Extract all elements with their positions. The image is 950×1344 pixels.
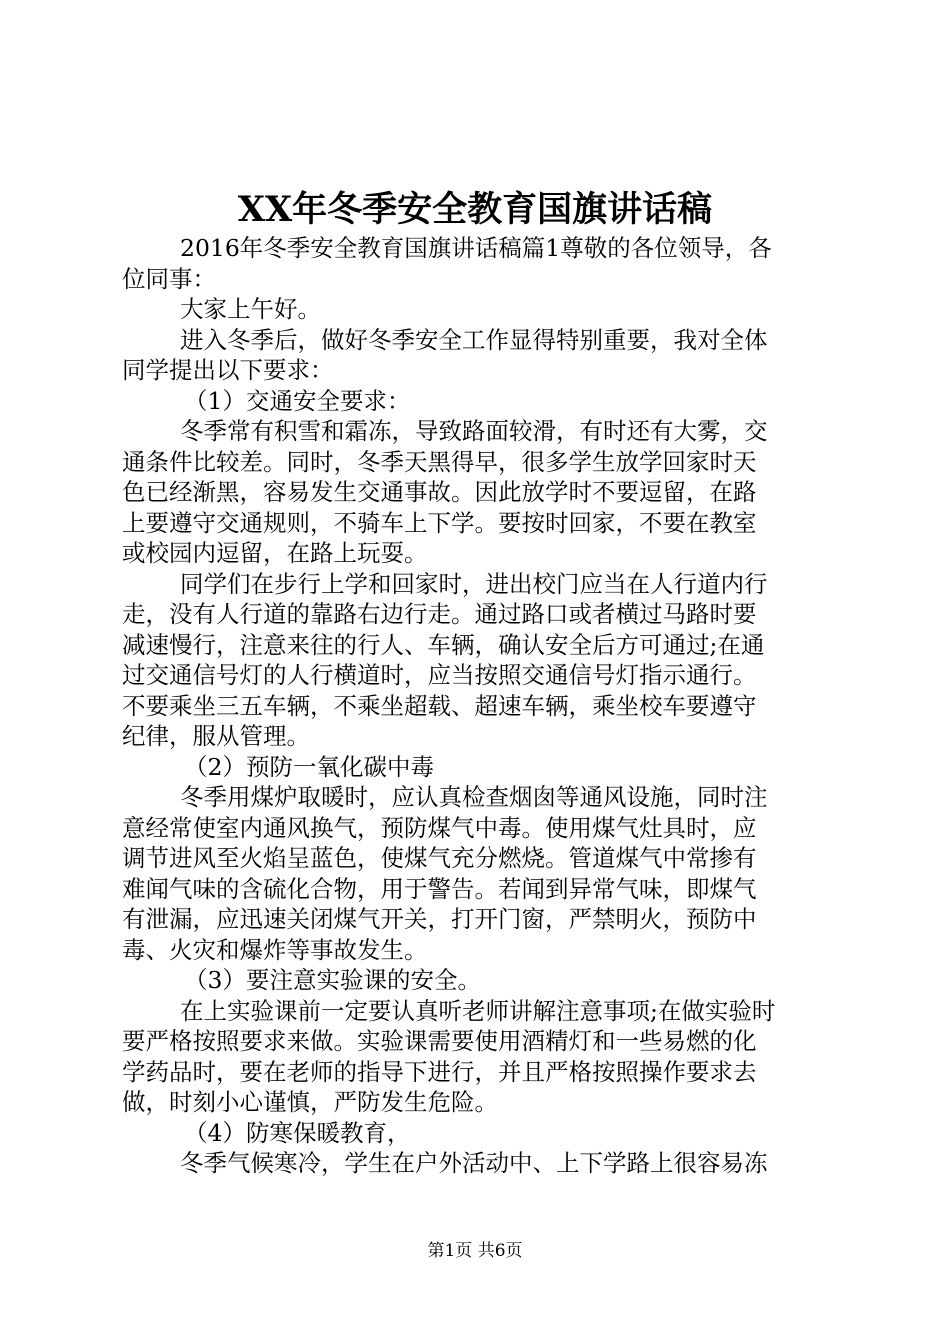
body-line: 冬季常有积雪和霜冻，导致路面较滑，有时还有大雾，交 (180, 417, 768, 445)
body-line: 位同事： (122, 264, 216, 293)
document-body (122, 233, 832, 1179)
body-line: 要严格按照要求来做。实验课需要使用酒精灯和一些易燃的化 (122, 1027, 757, 1055)
body-line: 冬季用煤炉取暖时，应认真检查烟囱等通风设施，同时注 (180, 783, 768, 811)
page-footer: 第1页 共6页 (427, 1241, 523, 1261)
body-line: 通条件比较差。同时，冬季天黑得早，很多学生放学回家时天 (122, 447, 757, 476)
body-line: 同学们在步行上学和回家时，进出校门应当在人行道内行 (180, 569, 768, 598)
body-line: 色已经渐黑，容易发生交通事故。因此放学时不要逗留，在路 (122, 478, 757, 506)
section-heading: （4）防寒保暖教育， (184, 1118, 411, 1147)
body-line: 不要乘坐三五车辆，不乘坐超载、超速车辆，乘坐校车要遵守 (122, 691, 757, 720)
body-line: 或校园内逗留，在路上玩耍。 (122, 539, 428, 567)
body-line: 学药品时，要在老师的指导下进行，并且严格按照操作要求去 (122, 1057, 757, 1086)
body-line: 进入冬季后，做好冬季安全工作显得特别重要，我对全体 (180, 325, 768, 354)
body-line: 大家上午好。 (180, 295, 321, 323)
section-heading: （2）预防一氧化碳中毒 (184, 752, 434, 781)
section-heading: （3）要注意实验课的安全。 (184, 966, 481, 994)
section-heading: （1）交通安全要求： (184, 386, 411, 415)
body-line: 纪律，服从管理。 (122, 722, 310, 750)
body-line: 难闻气味的含硫化合物，用于警告。若闻到异常气味，即煤气 (122, 874, 757, 903)
body-line: 走，没有人行道的靠路右边行走。通过路口或者横过马路时要 (122, 600, 757, 628)
body-line: 在上实验课前一定要认真听老师讲解注意事项;在做实验时 (180, 996, 776, 1025)
body-line: 冬季气候寒冷，学生在户外活动中、上下学路上很容易冻 (180, 1149, 768, 1177)
body-line: 上要遵守交通规则，不骑车上下学。要按时回家，不要在教室 (122, 508, 757, 537)
body-line: 毒、火灾和爆炸等事故发生。 (122, 935, 428, 964)
body-line: 过交通信号灯的人行横道时，应当按照交通信号灯指示通行。 (122, 661, 757, 689)
body-line: 调节进风至火焰呈蓝色，使煤气充分燃烧。管道煤气中常掺有 (122, 844, 757, 872)
body-line: 2016年冬季安全教育国旗讲话稿篇1尊敬的各位领导，各 (180, 234, 772, 262)
body-line: 减速慢行，注意来往的行人、车辆，确认安全后方可通过;在通 (122, 630, 765, 659)
body-line: 有泄漏，应迅速关闭煤气开关，打开门窗，严禁明火，预防中 (122, 905, 757, 933)
body-line: 做，时刻小心谨慎，严防发生危险。 (122, 1088, 498, 1116)
document-title: XX年冬季安全教育国旗讲话稿 (237, 189, 713, 230)
body-line: 同学提出以下要求： (122, 356, 334, 384)
body-line: 意经常使室内通风换气，预防煤气中毒。使用煤气灶具时，应 (122, 813, 757, 842)
